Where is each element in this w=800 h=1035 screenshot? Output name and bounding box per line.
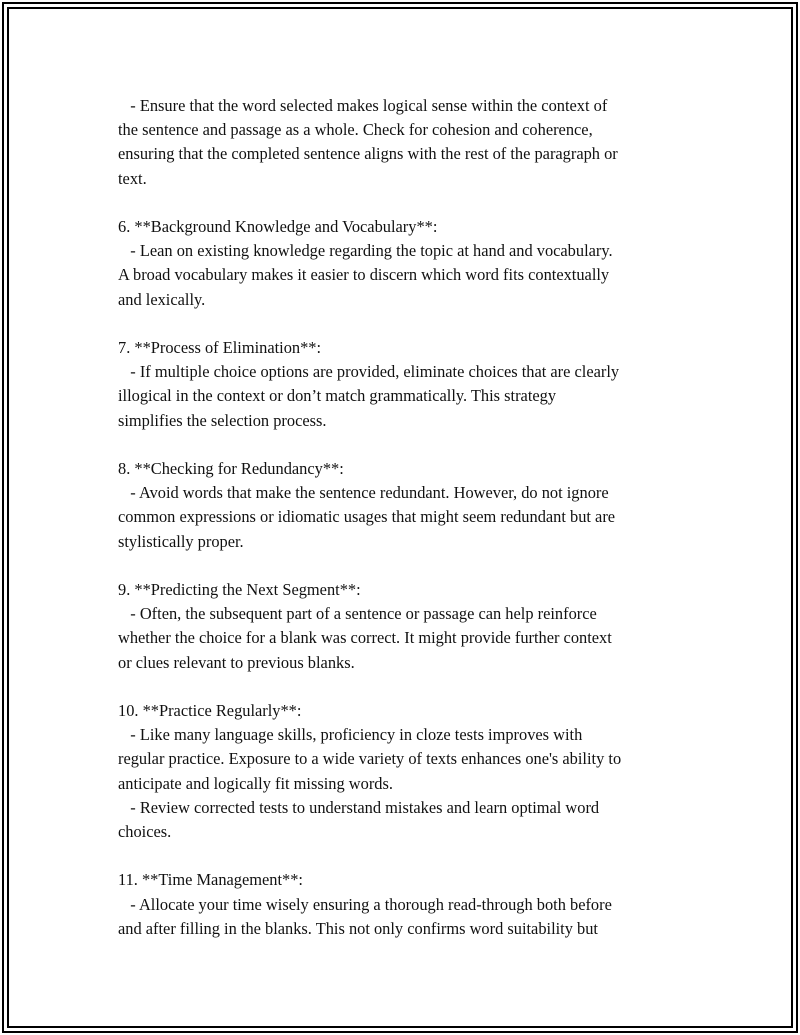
paragraph-block: [118, 457, 688, 554]
text-line: anticipate and logically fit missing words.: [118, 773, 393, 793]
text-line: stylistically proper.: [118, 531, 244, 551]
text-line: - If multiple choice options are provided, eliminate choices that are clearly: [118, 362, 620, 382]
text-line: the sentence and passage as a whole. Check for cohesion and coherence,: [118, 120, 593, 140]
text-line: common expressions or idiomatic usages that might seem redundant but are: [118, 507, 616, 527]
text-line: - Review corrected tests to understand mistakes and learn optimal word: [118, 797, 600, 817]
text-line: - Avoid words that make the sentence redundant. However, do not ignore: [118, 483, 609, 503]
paragraph-block: [118, 94, 688, 191]
text-line: - Ensure that the word selected makes logical sense within the context of: [118, 96, 608, 115]
text-line: 11. **Time Management**:: [118, 870, 303, 890]
text-line: and lexically.: [118, 289, 206, 309]
text-line: illogical in the context or don’t match grammatically. This strategy: [118, 386, 557, 406]
text-line: 10. **Practice Regularly**:: [118, 701, 302, 720]
paragraph-block: [118, 578, 688, 675]
text-line: simplifies the selection process.: [118, 410, 327, 430]
text-line: choices.: [118, 822, 172, 842]
text-line: - Often, the subsequent part of a sentence or passage can help reinforce: [118, 604, 597, 624]
paragraph-block: [118, 336, 688, 433]
text-line: 8. **Checking for Redundancy**:: [118, 459, 344, 478]
text-line: A broad vocabulary makes it easier to discern which word fits contextually: [118, 265, 610, 285]
text-line: text.: [118, 168, 147, 188]
text-line: ensuring that the completed sentence aligns with the rest of the paragraph or: [118, 144, 618, 164]
text-line: 9. **Predicting the Next Segment**:: [118, 580, 361, 599]
text-line: - Like many language skills, proficiency in cloze tests improves with: [118, 725, 583, 745]
paragraph-block: [118, 215, 688, 312]
text-line: 7. **Process of Elimination**:: [118, 338, 322, 357]
text-line: or clues relevant to previous blanks.: [118, 652, 355, 672]
paragraph-block: [118, 699, 688, 844]
paragraph-block: [118, 868, 688, 941]
text-line: whether the choice for a blank was correct. It might provide further context: [118, 628, 612, 648]
text-line: and after filling in the blanks. This not only confirms word suitability but: [118, 918, 598, 938]
text-line: - Lean on existing knowledge regarding the topic at hand and vocabulary.: [118, 241, 613, 261]
text-line: 6. **Background Knowledge and Vocabulary**:: [118, 217, 438, 236]
text-line: regular practice. Exposure to a wide variety of texts enhances one's ability to: [118, 749, 622, 769]
document-body: [118, 94, 688, 965]
text-line: - Allocate your time wisely ensuring a thorough read-through both before: [118, 894, 612, 914]
